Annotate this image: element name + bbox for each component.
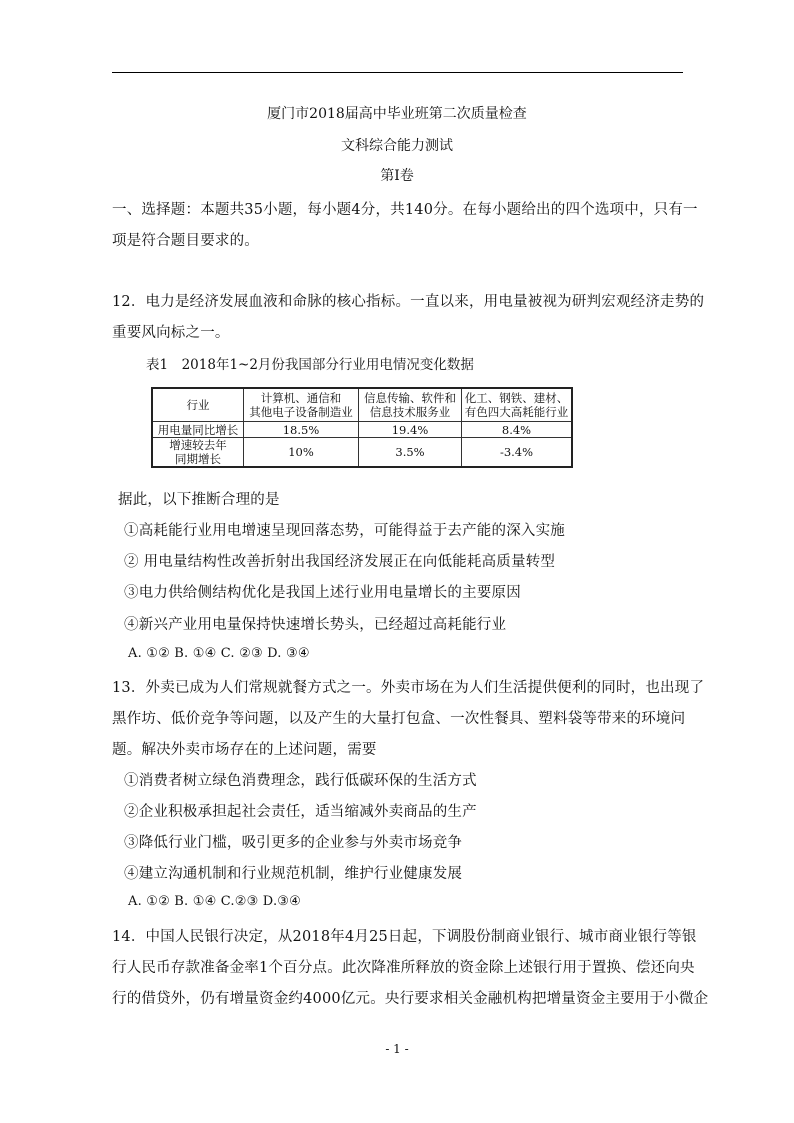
question-14-stem-cont: 行人民币存款准备金率1个百分点。此次降准所释放的资金除上述银行用于置换、偿还向央 — [112, 960, 695, 976]
table-cell: 8.4% — [462, 422, 573, 438]
power-usage-table — [151, 387, 573, 468]
table-caption: 表1 2018年1~2月份我国部分行业用电情况变化数据 — [146, 357, 474, 373]
top-rule — [112, 72, 683, 73]
question-12-choices: A. ①② B. ①④ C. ②③ D. ③④ — [128, 646, 310, 661]
header-col-3-line-2: 有色四大高耗能行业 — [464, 405, 569, 419]
table-cell: 19.4% — [359, 422, 462, 438]
question-13-stem-cont-2: 题。解决外卖市场存在的上述问题，需要 — [112, 742, 377, 758]
exam-subtitle: 文科综合能力测试 — [341, 138, 453, 154]
question-13-option-4: ④建立沟通机制和行业规范机制，维护行业健康发展 — [124, 866, 463, 882]
question-12-prompt: 据此，以下推断合理的是 — [118, 492, 280, 508]
table-header-col-1 — [244, 388, 359, 422]
exam-title: 厦门市2018届高中毕业班第二次质量检查 — [267, 106, 527, 122]
header-col-2-line-1: 信息传输、软件和 — [364, 391, 456, 405]
question-14-stem: 14．中国人民银行决定，从2018年4月25日起，下调股份制商业银行、城市商业银行等银 — [112, 929, 697, 945]
instructions-line-1: 一、选择题：本题共35小题，每小题4分，共140分。在每小题给出的四个选项中，只有一 — [112, 202, 698, 218]
question-12-option-4: ④新兴产业用电量保持快速增长势头，已经超过高耗能行业 — [124, 617, 507, 633]
table-cell: 18.5% — [244, 422, 359, 438]
row-label-line-1: 增速较去年 — [169, 438, 227, 452]
question-12-stem-cont: 重要风向标之一。 — [112, 325, 230, 341]
question-13-option-2: ②企业积极承担起社会责任，适当缩减外卖商品的生产 — [124, 804, 477, 820]
page-number: - 1 - — [385, 1042, 409, 1056]
table-row — [152, 422, 572, 438]
header-col-1-line-1: 计算机、通信和 — [260, 391, 342, 405]
question-12-option-2: ② 用电量结构性改善折射出我国经济发展正在向低能耗高质量转型 — [124, 554, 556, 570]
table-header-row — [152, 388, 572, 422]
question-14-stem-cont-2: 行的借贷外，仍有增量资金约4000亿元。央行要求相关金融机构把增量资金主要用于小微企 — [112, 991, 709, 1007]
header-col-3-line-1: 化工、钢铁、建材、 — [464, 391, 569, 405]
question-12-option-3: ③电力供给侧结构优化是我国上述行业用电量增长的主要原因 — [124, 585, 521, 601]
table-row — [152, 438, 572, 468]
question-13-option-1: ①消费者树立绿色消费理念，践行低碳环保的生活方式 — [124, 773, 477, 789]
question-12-stem: 12．电力是经济发展血液和命脉的核心指标。一直以来，用电量被视为研判宏观经济走势的 — [112, 294, 705, 310]
header-col-1-line-2: 其他电子设备制造业 — [249, 405, 353, 419]
table-header-industry: 行业 — [152, 388, 244, 422]
question-13-option-3: ③降低行业门槛，吸引更多的企业参与外卖市场竞争 — [124, 835, 463, 851]
header-col-2-line-2: 信息技术服务业 — [369, 405, 451, 419]
table-cell: 3.5% — [359, 438, 462, 468]
table-row-label: 用电量同比增长 — [152, 422, 244, 438]
row-label-line-2: 同期增长 — [175, 452, 221, 466]
question-13-choices: A. ①② B. ①④ C.②③ D.③④ — [128, 894, 302, 909]
question-13-stem: 13．外卖已成为人们常规就餐方式之一。外卖市场在为人们生活提供便利的同时，也出现了 — [112, 680, 705, 696]
table-header-col-3 — [462, 388, 573, 422]
question-13-stem-cont: 黑作坊、低价竞争等问题，以及产生的大量打包盒、一次性餐具、塑料袋等带来的环境问 — [112, 711, 686, 727]
volume-label: 第I卷 — [380, 168, 414, 184]
table-cell: -3.4% — [462, 438, 573, 468]
table-row-label — [152, 438, 244, 468]
instructions-line-2: 项是符合题目要求的。 — [112, 233, 259, 249]
question-12-option-1: ①高耗能行业用电增速呈现回落态势，可能得益于去产能的深入实施 — [124, 523, 565, 539]
table-cell: 10% — [244, 438, 359, 468]
table-header-col-2 — [359, 388, 462, 422]
